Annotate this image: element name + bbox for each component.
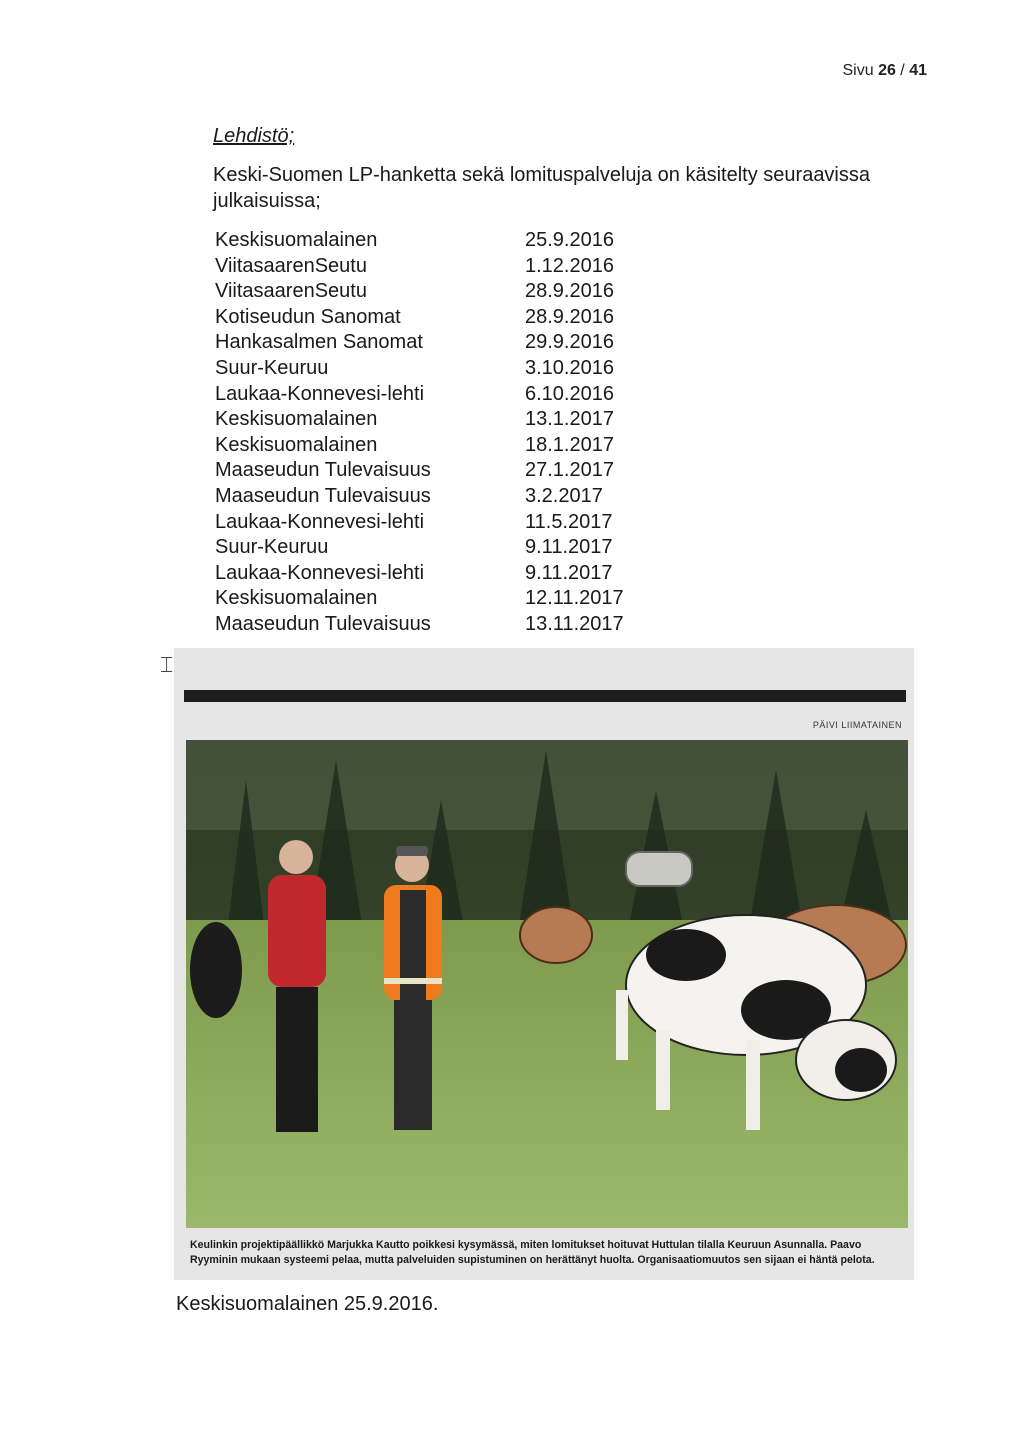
- publication-name: Keskisuomalainen: [215, 408, 378, 431]
- list-item: [215, 433, 715, 459]
- clipping-header-rule: [184, 690, 906, 702]
- publication-name: ViitasaarenSeutu: [215, 254, 367, 277]
- intro-paragraph: Keski-Suomen LP-hanketta sekä lomituspalveluja on käsitelty seuraavissa julkaisuissa;: [213, 164, 871, 212]
- publication-list: [215, 228, 715, 638]
- publication-name: Maaseudun Tulevaisuus: [215, 612, 431, 635]
- publication-date: 13.11.2017: [525, 612, 624, 635]
- publication-name: Laukaa-Konnevesi-lehti: [215, 382, 425, 405]
- list-item: [215, 356, 715, 382]
- publication-date: 27.1.2017: [525, 459, 614, 482]
- publication-date: 1.12.2016: [525, 254, 614, 277]
- list-item: [215, 510, 715, 536]
- publication-date: 6.10.2016: [525, 382, 614, 405]
- publication-date: 25.9.2016: [525, 229, 614, 251]
- publication-name: ViitasaarenSeutu: [215, 280, 367, 303]
- publication-name: Keskisuomalainen: [215, 433, 378, 456]
- publication-name: Suur-Keuruu: [215, 356, 329, 379]
- publication-name: Keskisuomalainen: [215, 229, 378, 251]
- publication-name: Suur-Keuruu: [215, 536, 329, 559]
- publication-date: 13.1.2017: [525, 408, 614, 431]
- publication-name: Kotiseudun Sanomat: [215, 305, 401, 328]
- clipping-photo: [186, 740, 908, 1228]
- list-item: [215, 561, 715, 587]
- list-item: [215, 330, 715, 356]
- caption-line: Ryyminin mukaan systeemi pelaa, mutta palveluiden supistuminen on herättänyt huolta. Organisaatiomuutos sen sijaan ei häntä pelota.: [190, 1254, 875, 1266]
- list-item: [215, 535, 715, 561]
- section-title: Lehdistö;: [213, 125, 295, 147]
- publication-date: 11.5.2017: [525, 510, 613, 533]
- newspaper-clipping: [174, 648, 914, 1280]
- publication-date: 18.1.2017: [525, 433, 614, 456]
- list-item: [215, 407, 715, 433]
- scan-margin-mark: ⌶: [160, 652, 174, 677]
- photo-caption: [190, 1238, 912, 1268]
- publication-name: Laukaa-Konnevesi-lehti: [215, 561, 425, 584]
- publication-name: Maaseudun Tulevaisuus: [215, 484, 431, 507]
- list-item: [215, 382, 715, 408]
- publication-date: 29.9.2016: [525, 331, 614, 354]
- publication-date: 3.2.2017: [525, 484, 603, 507]
- publication-date: 28.9.2016: [525, 280, 614, 303]
- list-item: [215, 228, 715, 254]
- page-number: Sivu 26 / 41: [842, 62, 927, 79]
- caption-line: Keulinkin projektipäällikkö Marjukka Kautto poikkesi kysymässä, miten lomitukset hoituvat Huttulan tilalla Keuruun Asunnalla. Paavo: [190, 1239, 862, 1251]
- list-item: [215, 305, 715, 331]
- list-item: [215, 254, 715, 280]
- publication-name: Hankasalmen Sanomat: [215, 331, 423, 354]
- publication-name: Laukaa-Konnevesi-lehti: [215, 510, 425, 533]
- publication-date: 3.10.2016: [525, 356, 614, 379]
- list-item: [215, 612, 715, 638]
- list-item: [215, 484, 715, 510]
- list-item: [215, 586, 715, 612]
- publication-date: 12.11.2017: [525, 587, 624, 610]
- publication-name: Maaseudun Tulevaisuus: [215, 459, 431, 482]
- publication-date: 9.11.2017: [525, 536, 613, 559]
- pasture-photo: [186, 740, 908, 1228]
- clipping-source: Keskisuomalainen 25.9.2016.: [176, 1293, 439, 1315]
- list-item: [215, 279, 715, 305]
- publication-date: 28.9.2016: [525, 305, 614, 328]
- list-item: [215, 458, 715, 484]
- publication-name: Keskisuomalainen: [215, 587, 378, 610]
- photo-credit: PÄIVI LIIMATAINEN: [812, 720, 902, 730]
- publication-date: 9.11.2017: [525, 561, 613, 584]
